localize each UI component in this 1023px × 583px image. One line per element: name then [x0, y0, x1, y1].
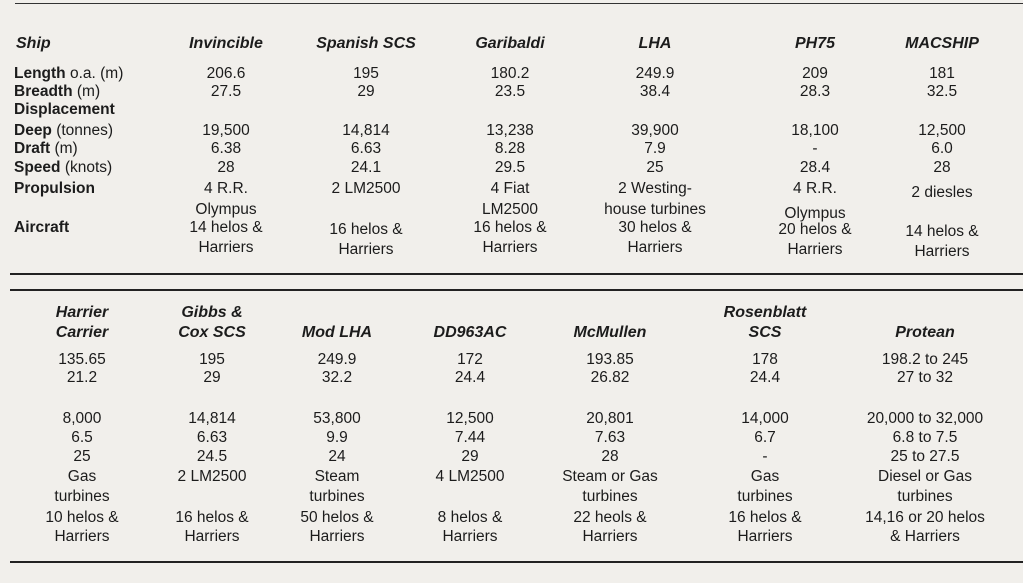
table2-draft-cell: 9.9: [326, 429, 348, 446]
breadth-cell: 32.5: [926, 83, 958, 100]
table2-deep-cell: 20,801: [586, 410, 634, 427]
propulsion-cell: 2 Westing-: [618, 180, 692, 197]
row-label-aircraft: [14, 220, 69, 236]
draft-cell: -: [812, 140, 818, 157]
table2-length-cell: 193.85: [586, 351, 634, 368]
breadth-cell: 29: [357, 83, 375, 100]
row-label-draft-unit: (m): [54, 140, 78, 157]
table2-draft-cell: 7.44: [454, 429, 486, 446]
row-label-displacement: [14, 102, 115, 118]
table2-header-line1: Rosenblatt: [723, 304, 807, 321]
table2-propulsion-line1-cell: 4 LM2500: [435, 468, 505, 485]
table2-aircraft-line1-cell: 8 helos &: [437, 509, 503, 526]
aircraft-cell-line2: Harriers: [627, 239, 683, 256]
propulsion-cell: 4 R.R.: [204, 180, 248, 197]
draft-cell: 8.28: [494, 140, 526, 157]
propulsion-cell-line2: Olympus: [784, 205, 846, 222]
table2-propulsion-line1-cell: Steam: [314, 468, 360, 485]
propulsion-cell: 2 diesles: [911, 184, 973, 201]
table2-propulsion-line1-cell: Steam or Gas: [562, 468, 658, 485]
aircraft-cell: 14 helos &: [905, 223, 979, 240]
row-label-deep-name: Deep: [14, 122, 52, 139]
breadth-cell: 23.5: [494, 83, 526, 100]
aircraft-cell: 20 helos &: [778, 221, 852, 238]
table2-aircraft-line2-cell: Harriers: [737, 528, 793, 545]
table2-draft-cell: 6.7: [754, 429, 776, 446]
table2-length-cell: 195: [199, 351, 225, 368]
table2-draft-cell: 6.8 to 7.5: [892, 429, 958, 446]
ship-header-6: MACSHIP: [905, 35, 979, 52]
table2-propulsion-line1-cell: 2 LM2500: [177, 468, 247, 485]
ship-column-header: Ship: [16, 35, 51, 52]
table2-bottom-rule: [10, 561, 1023, 563]
table2-breadth-cell: 24.4: [749, 369, 781, 386]
deep-cell: 39,900: [631, 122, 679, 139]
table2-propulsion-line2-cell: turbines: [582, 488, 638, 505]
aircraft-cell-line2: Harriers: [482, 239, 538, 256]
speed-cell: 25: [646, 159, 664, 176]
row-label-propulsion: [14, 181, 95, 197]
row-label-speed-name: Speed: [14, 159, 61, 176]
table1-bottom-rule: [10, 273, 1023, 275]
draft-cell: 6.0: [931, 140, 953, 157]
deep-cell: 18,100: [791, 122, 839, 139]
table2-header: DD963AC: [433, 324, 507, 341]
table2-deep-cell: 12,500: [446, 410, 494, 427]
table2-propulsion-line1-cell: Gas: [67, 468, 97, 485]
deep-cell: 13,238: [486, 122, 534, 139]
row-label-deep-unit: (tonnes): [56, 122, 114, 139]
table2-speed-cell: -: [762, 448, 768, 465]
table2-propulsion-line1-cell: Diesel or Gas: [878, 468, 972, 485]
table2-aircraft-line1-cell: 16 helos &: [728, 509, 802, 526]
table2-propulsion-line2-cell: turbines: [309, 488, 365, 505]
aircraft-cell-line2: Harriers: [338, 241, 394, 258]
table2-speed-cell: 28: [601, 448, 619, 465]
table2-speed-cell: 25: [73, 448, 91, 465]
table2-propulsion-line2-cell: turbines: [737, 488, 793, 505]
ship-header-1: Invincible: [189, 35, 263, 52]
row-label-length-name: Length: [14, 65, 66, 82]
aircraft-cell-line2: Harriers: [914, 243, 970, 260]
propulsion-cell-line2: LM2500: [481, 201, 539, 218]
table2-header-line1: Harrier: [55, 304, 109, 321]
draft-cell: 6.38: [210, 140, 242, 157]
table2-aircraft-line2-cell: Harriers: [309, 528, 365, 545]
table2-top-rule: [10, 289, 1023, 291]
breadth-cell: 27.5: [210, 83, 242, 100]
table2-length-cell: 135.65: [58, 351, 106, 368]
table2-breadth-cell: 29: [203, 369, 221, 386]
table2-header: Carrier: [55, 324, 109, 341]
table2-propulsion-line2-cell: turbines: [897, 488, 953, 505]
row-label-deep: [14, 123, 113, 139]
propulsion-cell: 4 R.R.: [793, 180, 837, 197]
length-cell: 206.6: [206, 65, 246, 82]
table2-speed-cell: 29: [461, 448, 479, 465]
aircraft-cell-line2: Harriers: [198, 239, 254, 256]
propulsion-cell: 2 LM2500: [331, 180, 401, 197]
row-label-length: [14, 66, 123, 82]
table2-header: Mod LHA: [301, 324, 373, 341]
length-cell: 181: [929, 65, 955, 82]
table2-header-line1: Gibbs &: [181, 304, 243, 321]
aircraft-cell: 14 helos &: [189, 219, 263, 236]
table2-aircraft-line1-cell: 10 helos &: [45, 509, 119, 526]
row-label-draft: [14, 141, 78, 157]
breadth-cell: 38.4: [639, 83, 671, 100]
table2-deep-cell: 8,000: [62, 410, 102, 427]
row-label-displacement-name: Displacement: [14, 101, 115, 118]
speed-cell: 29.5: [494, 159, 526, 176]
table2-breadth-cell: 27 to 32: [896, 369, 954, 386]
table2-breadth-cell: 32.2: [321, 369, 353, 386]
table2-aircraft-line1-cell: 16 helos &: [175, 509, 249, 526]
draft-cell: 7.9: [644, 140, 666, 157]
row-label-breadth: [14, 84, 100, 100]
speed-cell: 28: [933, 159, 951, 176]
length-cell: 180.2: [490, 65, 530, 82]
deep-cell: 19,500: [202, 122, 250, 139]
aircraft-cell: 16 helos &: [329, 221, 403, 238]
table2-aircraft-line1-cell: 22 heols &: [573, 509, 647, 526]
aircraft-cell-line2: Harriers: [787, 241, 843, 258]
length-cell: 249.9: [635, 65, 675, 82]
speed-cell: 24.1: [350, 159, 382, 176]
ship-header-4: LHA: [638, 35, 672, 52]
table2-breadth-cell: 21.2: [66, 369, 98, 386]
draft-cell: 6.63: [350, 140, 382, 157]
breadth-cell: 28.3: [799, 83, 831, 100]
row-label-length-unit: o.a. (m): [69, 65, 124, 82]
table2-propulsion-line2-cell: turbines: [54, 488, 110, 505]
table2-aircraft-line2-cell: Harriers: [184, 528, 240, 545]
table2-length-cell: 198.2 to 245: [881, 351, 969, 368]
propulsion-cell-line2: Olympus: [195, 201, 257, 218]
row-label-draft-name: Draft: [14, 140, 51, 157]
table2-aircraft-line2-cell: Harriers: [442, 528, 498, 545]
table2-draft-cell: 7.63: [594, 429, 626, 446]
table2-header: SCS: [748, 324, 782, 341]
table2-deep-cell: 14,814: [188, 410, 236, 427]
row-label-aircraft-name: Aircraft: [14, 219, 70, 236]
aircraft-cell: 16 helos &: [473, 219, 547, 236]
ship-header-5: PH75: [794, 35, 836, 52]
table2-draft-cell: 6.63: [196, 429, 228, 446]
length-cell: 195: [353, 65, 379, 82]
table2-propulsion-line1-cell: Gas: [750, 468, 780, 485]
table2-aircraft-line2-cell: Harriers: [54, 528, 110, 545]
table2-draft-cell: 6.5: [71, 429, 93, 446]
table2-breadth-cell: 24.4: [454, 369, 486, 386]
table2-length-cell: 172: [457, 351, 483, 368]
table2-deep-cell: 14,000: [741, 410, 789, 427]
table2-speed-cell: 24.5: [196, 448, 228, 465]
top-rule: [15, 3, 1023, 4]
table2-length-cell: 178: [752, 351, 778, 368]
speed-cell: 28.4: [799, 159, 831, 176]
table2-deep-cell: 20,000 to 32,000: [866, 410, 984, 427]
table2-speed-cell: 25 to 27.5: [890, 448, 960, 465]
ship-header-2: Spanish SCS: [316, 35, 416, 52]
table2-aircraft-line1-cell: 50 helos &: [300, 509, 374, 526]
propulsion-cell-line2: house turbines: [604, 201, 706, 218]
table2-header: Cox SCS: [178, 324, 246, 341]
speed-cell: 28: [217, 159, 235, 176]
row-label-breadth-name: Breadth: [14, 83, 73, 100]
table2-aircraft-line1-cell: 14,16 or 20 helos: [865, 509, 985, 526]
ship-header-3: Garibaldi: [475, 35, 545, 52]
table2-breadth-cell: 26.82: [590, 369, 630, 386]
table2-aircraft-line2-cell: Harriers: [582, 528, 638, 545]
row-label-breadth-unit: (m): [76, 83, 101, 100]
table2-deep-cell: 53,800: [313, 410, 361, 427]
table2-header: Protean: [895, 324, 955, 341]
row-label-speed-unit: (knots): [64, 159, 113, 176]
deep-cell: 12,500: [918, 122, 966, 139]
length-cell: 209: [802, 65, 828, 82]
deep-cell: 14,814: [342, 122, 390, 139]
row-label-speed: [14, 160, 112, 176]
propulsion-cell: 4 Fiat: [490, 180, 530, 197]
table2-aircraft-line2-cell: & Harriers: [890, 528, 960, 545]
row-label-propulsion-name: Propulsion: [14, 180, 95, 197]
aircraft-cell: 30 helos &: [618, 219, 692, 236]
table2-header: McMullen: [573, 324, 647, 341]
table2-length-cell: 249.9: [317, 351, 357, 368]
table2-speed-cell: 24: [328, 448, 346, 465]
